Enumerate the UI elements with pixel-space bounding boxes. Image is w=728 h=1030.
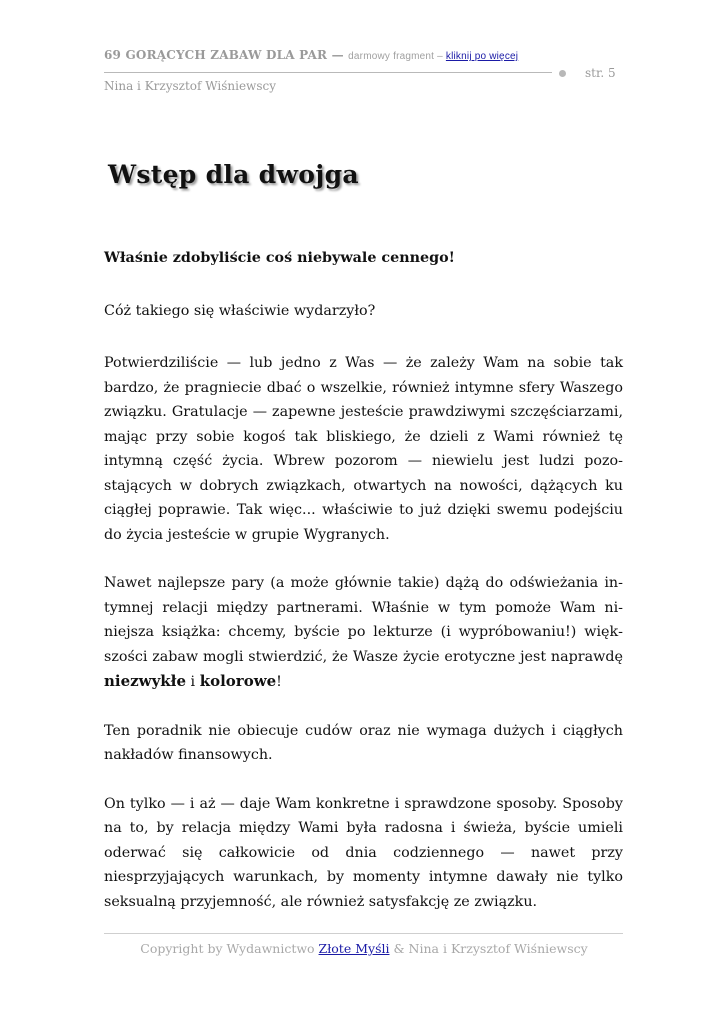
copyright-footer: [0, 941, 728, 956]
running-header: [104, 48, 518, 62]
lead-paragraph: Właśnie zdobyliście coś niebywale cennego!: [104, 250, 455, 266]
paragraph-2-start: Nawet najlepsze pary (a może głównie takie) dążą do odświeżania intymnej relacji między partnerami. Właśnie w tym pomoże Wam niniejsza książka: chcemy, byście po lekturze (i wypróbowaniu!) większości zabaw mogli stwierdzić, że Wasze życie erotyczne jest naprawdę: [104, 575, 623, 665]
body-text: [104, 246, 623, 938]
header-separator: —: [327, 48, 349, 62]
question-paragraph: Cóż takiego się właściwie wydarzyło?: [104, 302, 376, 319]
emphasis-kolorowe: kolorowe: [199, 672, 277, 690]
header-subtitle: darmowy fragment –: [348, 51, 446, 62]
publisher-link[interactable]: Złote Myśli: [318, 941, 390, 956]
bullet-dot-icon: [559, 70, 566, 77]
header-rule: [104, 72, 552, 73]
page-number: str. 5: [585, 66, 616, 80]
paragraph-2-end: !: [276, 674, 282, 690]
paragraph-1: Potwierdziliście — lub jedno z Was — że zależy Wam na sobie tak bardzo, że pragniecie dbać o wszelkie, również intymne sfery Waszego związku. Gratulacje — zapewne jesteście prawdziwymi szczęściarzami, mając przy sobie kogoś tak bliskiego, że dzieli z Wami również tę intymną część życia. Wbrew pozorom — niewielu jest ludzi pozostających w dobrych związkach, otwartych na nowości, dążących ku ciągłej poprawie. Tak więc... właściwie to już dzięki swemu podejściu do życia jesteście w grupie Wygranych.: [104, 355, 623, 543]
paragraph-4: On tylko — i aż — daje Wam konkretne i sprawdzone sposoby. Sposoby na to, by relacja między Wami była radosna i świeża, byście umieli oderwać się całkowicie od dnia codziennego — nawet przy niesprzyjających warunkach, by momenty intymne dawały nie tylko seksualną przyjemność, ale również satysfakcję ze związku.: [104, 795, 623, 910]
header-authors: Nina i Krzysztof Wiśniewscy: [104, 79, 276, 93]
more-link[interactable]: kliknij po więcej: [445, 51, 519, 62]
emphasis-niezwykle: niezwykłe: [104, 672, 187, 690]
footer-prefix: Copyright by Wydawnictwo: [140, 941, 319, 956]
footer-suffix: & Nina i Krzysztof Wiśniewscy: [389, 941, 588, 956]
footer-rule: [104, 933, 623, 934]
chapter-heading: Wstęp dla dwojga: [108, 160, 359, 189]
paragraph-2: [104, 571, 623, 695]
paragraph-2-mid: i: [186, 674, 200, 690]
book-title: 69 GORĄCYCH ZABAW DLA PAR: [104, 48, 328, 62]
paragraph-3: Ten poradnik nie obiecuje cudów oraz nie wymaga dużych i ciągłych nakładów finansowych.: [104, 722, 623, 763]
